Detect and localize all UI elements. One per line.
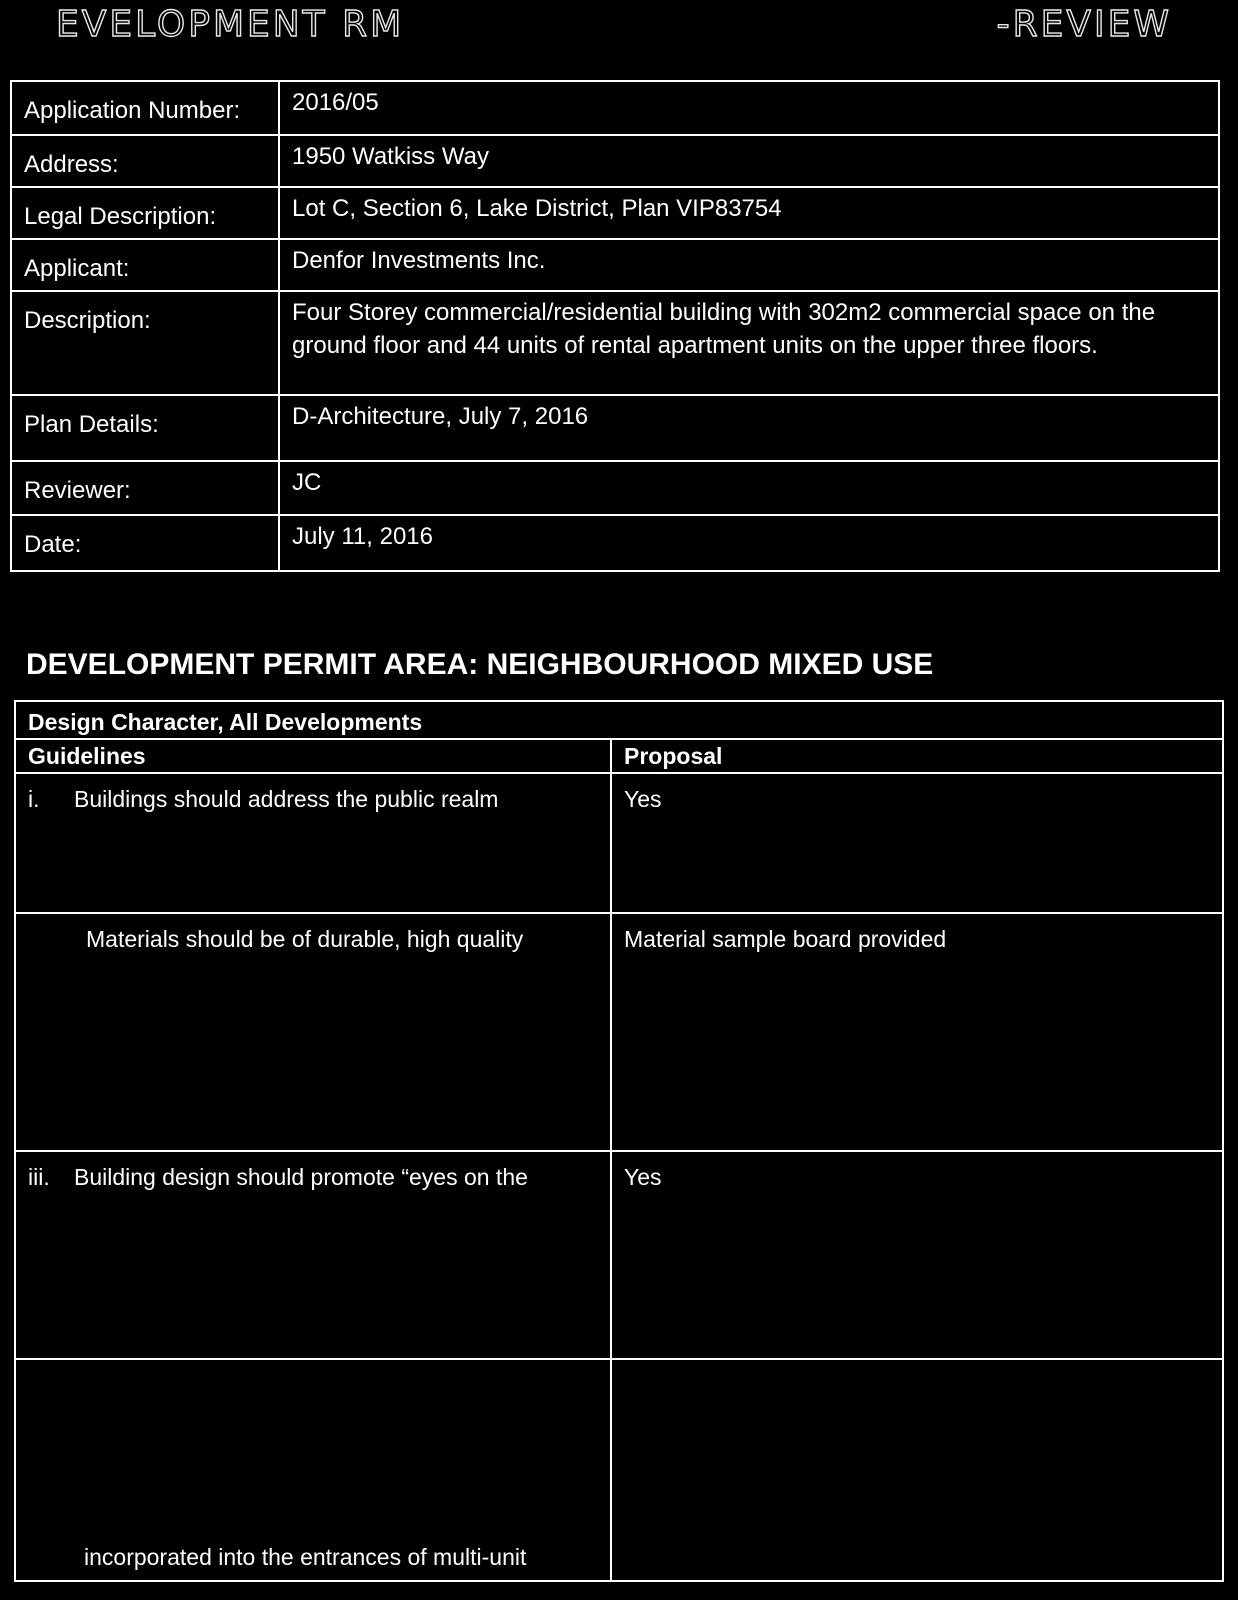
legal-description-value: Lot C, Section 6, Lake District, Plan VIP83754: [279, 187, 1219, 239]
guideline-number: i.: [28, 786, 40, 812]
guideline-row: [15, 913, 1223, 1151]
form-title-right: -REVIEW: [996, 4, 1172, 45]
description-value: Four Storey commercial/residential building with 302m2 commercial space on the ground floor and 44 units of rental apartment units on the upper three floors.: [279, 291, 1219, 395]
proposal-column-header: Proposal: [611, 739, 1223, 773]
guidelines-column-header-row: [15, 739, 1223, 773]
reviewer-label: Reviewer:: [11, 461, 279, 515]
guideline-text: Materials should be of durable, high quality: [86, 926, 524, 952]
section-title: DEVELOPMENT PERMIT AREA: NEIGHBOURHOOD MIXED USE: [26, 648, 934, 681]
address-row: [11, 135, 1219, 187]
form-title-left: EVELOPMENT RM: [56, 4, 405, 45]
guideline-row: [15, 1359, 1223, 1581]
legal-description-row: [11, 187, 1219, 239]
guideline-row: [15, 773, 1223, 913]
proposal-cell: Yes: [611, 1151, 1223, 1359]
proposal-cell: Material sample board provided: [611, 913, 1223, 1151]
application-number-label: Application Number:: [11, 81, 279, 135]
guideline-text: incorporated into the entrances of multi-unit: [84, 1544, 527, 1570]
guideline-cell: [15, 773, 611, 913]
address-value: 1950 Watkiss Way: [279, 135, 1219, 187]
applicant-label: Applicant:: [11, 239, 279, 291]
description-label: Description:: [11, 291, 279, 395]
plan-details-label: Plan Details:: [11, 395, 279, 461]
application-info-table: [10, 80, 1220, 572]
application-number-value: 2016/05: [279, 81, 1219, 135]
plan-details-value: D-Architecture, July 7, 2016: [279, 395, 1219, 461]
guidelines-table: [14, 700, 1224, 1582]
guideline-row: [15, 1151, 1223, 1359]
guideline-number: iii.: [28, 1164, 50, 1190]
guideline-cell: [15, 1151, 611, 1359]
application-number-row: [11, 81, 1219, 135]
proposal-cell: [611, 1359, 1223, 1581]
applicant-value: Denfor Investments Inc.: [279, 239, 1219, 291]
description-row: [11, 291, 1219, 395]
guidelines-subheading: Design Character, All Developments: [15, 701, 1223, 739]
legal-description-label: Legal Description:: [11, 187, 279, 239]
reviewer-row: [11, 461, 1219, 515]
guidelines-subheading-row: [15, 701, 1223, 739]
guideline-cell: [15, 1359, 611, 1581]
date-value: July 11, 2016: [279, 515, 1219, 571]
date-row: [11, 515, 1219, 571]
reviewer-value: JC: [279, 461, 1219, 515]
plan-details-row: [11, 395, 1219, 461]
proposal-cell: Yes: [611, 773, 1223, 913]
guideline-text: Building design should promote “eyes on the: [74, 1164, 528, 1190]
guideline-cell: [15, 913, 611, 1151]
applicant-row: [11, 239, 1219, 291]
guidelines-column-header: Guidelines: [15, 739, 611, 773]
date-label: Date:: [11, 515, 279, 571]
guideline-text: Buildings should address the public realm: [74, 786, 499, 812]
address-label: Address:: [11, 135, 279, 187]
